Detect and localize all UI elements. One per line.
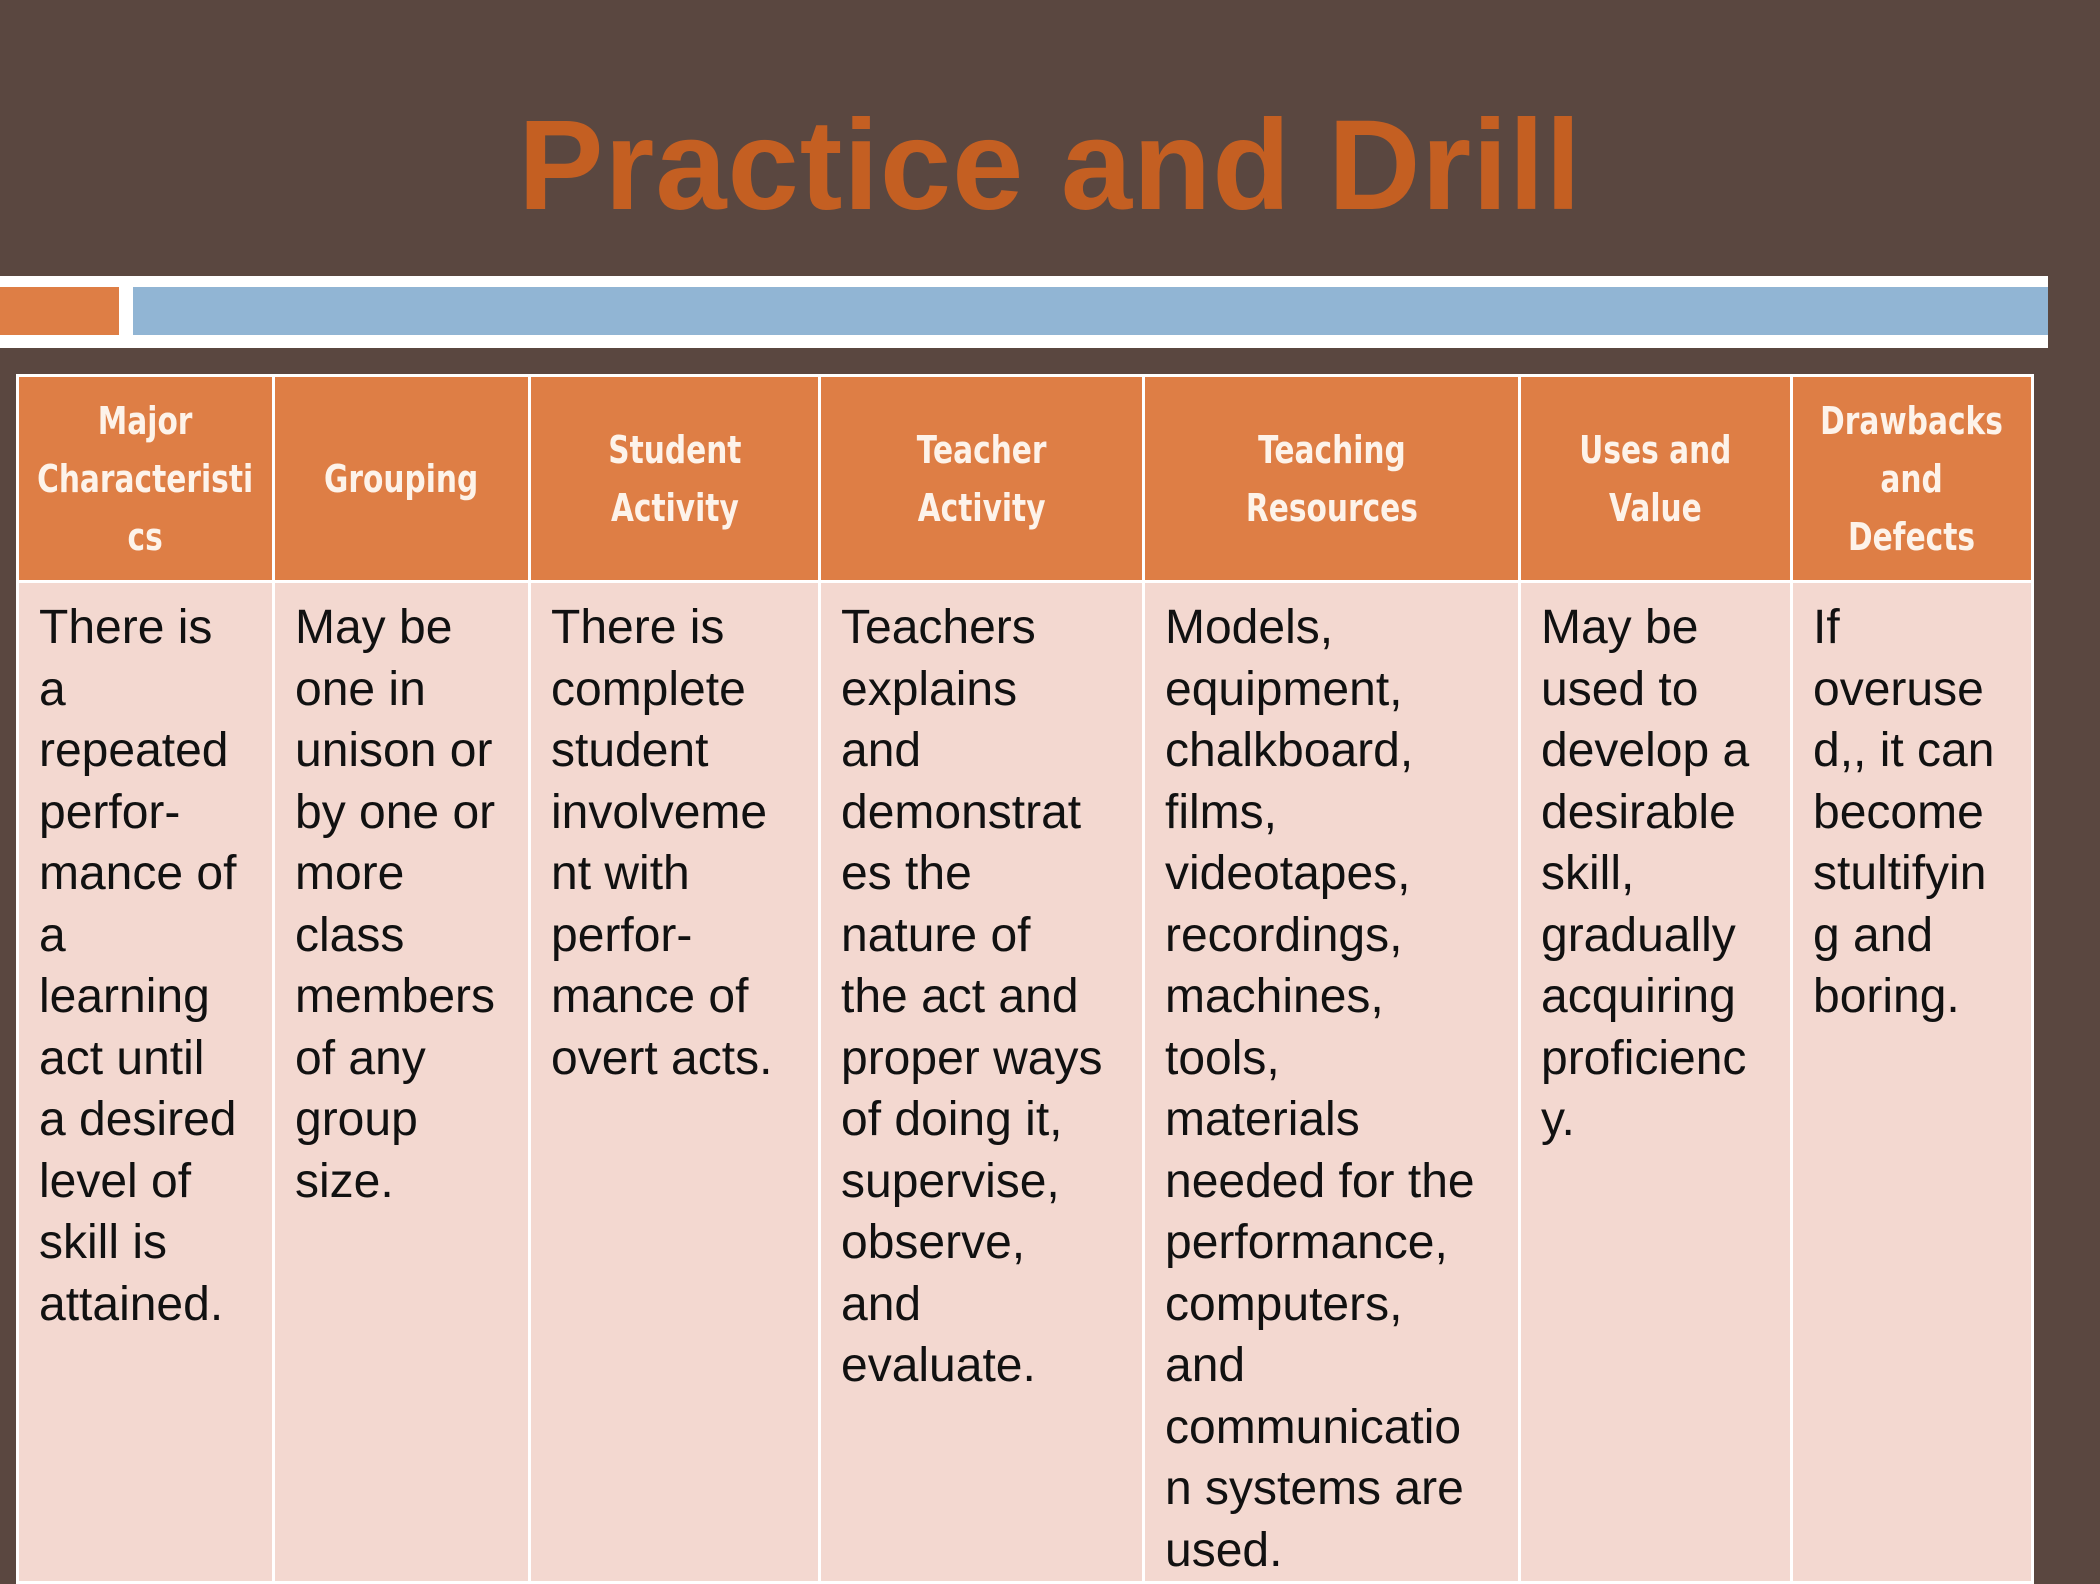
cell-teacher-activity: Teachers explains and demonstrat es the nature of the act and proper ways of doing it, supervise, observe, and evaluate. (820, 582, 1144, 1583)
header-label: Drawbacks and Defects (1820, 398, 2004, 559)
cell-uses-and-value: May be used to develop a desirable skill, gradually acquiring proficienc y. (1520, 582, 1792, 1583)
cell-teaching-resources: Models, equipment, chalkboard, films, videotapes, recordings, machines, tools, materials needed for the performance, computers, and communicatio n systems are used. (1144, 582, 1520, 1583)
accent-bar-orange (0, 287, 119, 335)
table-row (18, 582, 2033, 1583)
header-label: Student Activity (607, 427, 742, 530)
cell-grouping: May be one in unison or by one or more class members of any group size. (274, 582, 530, 1583)
header-uses-and-value (1520, 376, 1792, 582)
header-teaching-resources (1144, 376, 1520, 582)
cell-drawbacks-and-defects: If overuse d,, it can become stultifyin g and boring. (1792, 582, 2033, 1583)
header-drawbacks-and-defects (1792, 376, 2033, 582)
accent-bar-blue (133, 287, 2048, 335)
cell-major-characteristics: There is a repeated perfor- mance of a learning act until a desired level of skill is attained. (18, 582, 274, 1583)
header-grouping (274, 376, 530, 582)
header-label: Uses and Value (1579, 427, 1732, 530)
cell-student-activity: There is complete student involveme nt with perfor- mance of overt acts. (530, 582, 820, 1583)
header-label: Teaching Resources (1245, 427, 1418, 530)
title-area (0, 0, 2048, 276)
header-label: Grouping (324, 456, 479, 501)
practice-drill-table (16, 374, 2034, 1584)
header-teacher-activity (820, 376, 1144, 582)
table-header-row (18, 376, 2033, 582)
header-label: Major Characteristi cs (37, 398, 254, 559)
header-student-activity (530, 376, 820, 582)
header-major-characteristics (18, 376, 274, 582)
slide-title: Practice and Drill (518, 94, 1582, 237)
header-label: Teacher Activity (916, 427, 1047, 530)
